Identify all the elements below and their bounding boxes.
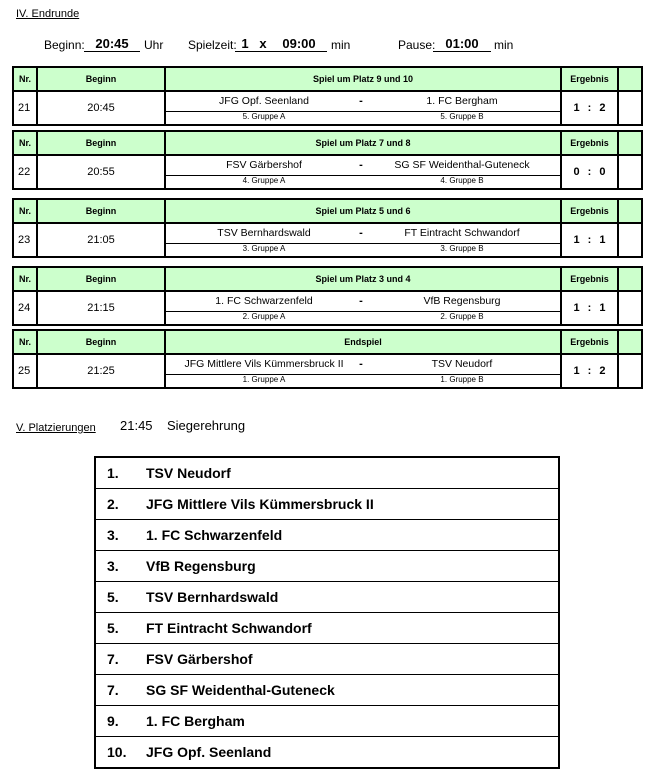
spielzeit-count: 1 bbox=[235, 36, 255, 52]
match-teams bbox=[166, 224, 562, 256]
match-dash: - bbox=[359, 358, 363, 370]
spielzeit-unit: min bbox=[331, 38, 351, 52]
score-separator: : bbox=[587, 234, 592, 246]
ranking-position: 1. bbox=[107, 465, 119, 481]
match-number: 24 bbox=[14, 292, 38, 324]
col-ergebnis-header: Ergebnis bbox=[562, 68, 619, 90]
group-home: 4. Gruppe A bbox=[242, 176, 286, 185]
score-home: 1 bbox=[573, 234, 580, 246]
match-header bbox=[14, 132, 641, 156]
ranking-position: 10. bbox=[107, 744, 127, 760]
result-extra-cell bbox=[619, 292, 641, 324]
match-teams bbox=[166, 292, 562, 324]
team-away: FT Eintracht Schwandorf bbox=[404, 227, 520, 239]
match-dash: - bbox=[359, 159, 363, 171]
ranking-position: 9. bbox=[107, 713, 119, 729]
ranking-team: FT Eintracht Schwandorf bbox=[146, 620, 312, 636]
ranking-team: 1. FC Bergham bbox=[146, 713, 245, 729]
ranking-position: 3. bbox=[107, 558, 119, 574]
col-empty-header bbox=[619, 331, 641, 353]
col-ergebnis-header: Ergebnis bbox=[562, 331, 619, 353]
team-home: TSV Bernhardswald bbox=[217, 227, 311, 239]
result-extra-cell bbox=[619, 355, 641, 387]
match-time: 21:25 bbox=[38, 355, 166, 387]
ranking-position: 7. bbox=[107, 651, 119, 667]
match-header bbox=[14, 68, 641, 92]
team-home: JFG Opf. Seenland bbox=[219, 95, 309, 107]
result-extra-cell bbox=[619, 224, 641, 256]
team-away: VfB Regensburg bbox=[423, 295, 501, 307]
col-nr-header: Nr. bbox=[14, 331, 38, 353]
ranking-team: FSV Gärbershof bbox=[146, 651, 253, 667]
pause-unit: min bbox=[494, 38, 514, 52]
ranking-position: 3. bbox=[107, 527, 119, 543]
col-ergebnis-header: Ergebnis bbox=[562, 200, 619, 222]
group-away: 1. Gruppe B bbox=[440, 375, 484, 384]
score-home: 0 bbox=[573, 166, 580, 178]
result-extra-cell bbox=[619, 92, 641, 124]
rankings-table bbox=[94, 456, 560, 769]
spielzeit-value: 09:00 bbox=[271, 36, 327, 52]
col-ergebnis-header: Ergebnis bbox=[562, 268, 619, 290]
pause-label: Pause: bbox=[398, 38, 436, 52]
ranking-position: 2. bbox=[107, 496, 119, 512]
match-title: Endspiel bbox=[166, 331, 562, 353]
ranking-position: 5. bbox=[107, 589, 119, 605]
match-result bbox=[562, 355, 619, 387]
group-away: 3. Gruppe B bbox=[440, 244, 484, 253]
result-extra-cell bbox=[619, 156, 641, 188]
col-nr-header: Nr. bbox=[14, 132, 38, 154]
ceremony-label: Siegerehrung bbox=[167, 418, 246, 433]
team-away: SG SF Weidenthal-Guteneck bbox=[394, 159, 530, 171]
match-time: 21:15 bbox=[38, 292, 166, 324]
ceremony-time: 21:45 bbox=[120, 418, 153, 433]
match-number: 25 bbox=[14, 355, 38, 387]
match-title: Spiel um Platz 7 und 8 bbox=[166, 132, 562, 154]
match-dash: - bbox=[359, 295, 363, 307]
col-empty-header bbox=[619, 132, 641, 154]
score-away: 1 bbox=[599, 234, 606, 246]
team-home: JFG Mittlere Vils Kümmersbruck II bbox=[184, 358, 344, 370]
score-separator: : bbox=[587, 102, 592, 114]
ranking-team: TSV Bernhardswald bbox=[146, 589, 279, 605]
score-home: 1 bbox=[573, 365, 580, 377]
score-home: 1 bbox=[573, 102, 580, 114]
section-title-platzierungen: V. Platzierungen bbox=[16, 422, 96, 434]
col-empty-header bbox=[619, 268, 641, 290]
ranking-row bbox=[96, 489, 558, 520]
match-header bbox=[14, 200, 641, 224]
match-row bbox=[14, 156, 641, 188]
col-nr-header: Nr. bbox=[14, 200, 38, 222]
match-header bbox=[14, 331, 641, 355]
col-beginn-header: Beginn bbox=[38, 331, 166, 353]
team-home: FSV Gärbershof bbox=[226, 159, 302, 171]
score-home: 1 bbox=[573, 302, 580, 314]
match-number: 21 bbox=[14, 92, 38, 124]
match-title: Spiel um Platz 5 und 6 bbox=[166, 200, 562, 222]
ranking-team: SG SF Weidenthal-Guteneck bbox=[146, 682, 335, 698]
score-away: 1 bbox=[599, 302, 606, 314]
pause-value: 01:00 bbox=[433, 36, 491, 52]
match-teams bbox=[166, 355, 562, 387]
ranking-team: JFG Mittlere Vils Kümmersbruck II bbox=[146, 496, 374, 512]
match-number: 23 bbox=[14, 224, 38, 256]
group-home: 3. Gruppe A bbox=[242, 244, 286, 253]
match-title: Spiel um Platz 9 und 10 bbox=[166, 68, 562, 90]
match-dash: - bbox=[359, 95, 363, 107]
team-home: 1. FC Schwarzenfeld bbox=[215, 295, 313, 307]
ranking-team: VfB Regensburg bbox=[146, 558, 256, 574]
match-result bbox=[562, 92, 619, 124]
score-separator: : bbox=[587, 365, 592, 377]
match-dash: - bbox=[359, 227, 363, 239]
ranking-team: JFG Opf. Seenland bbox=[146, 744, 272, 760]
match-time: 21:05 bbox=[38, 224, 166, 256]
ranking-row bbox=[96, 644, 558, 675]
group-home: 1. Gruppe A bbox=[242, 375, 286, 384]
score-separator: : bbox=[587, 302, 592, 314]
score-away: 0 bbox=[599, 166, 606, 178]
beginn-label: Beginn: bbox=[44, 38, 85, 52]
spielzeit-label: Spielzeit: bbox=[188, 38, 237, 52]
group-away: 4. Gruppe B bbox=[440, 176, 484, 185]
col-beginn-header: Beginn bbox=[38, 68, 166, 90]
ranking-row bbox=[96, 520, 558, 551]
ranking-position: 5. bbox=[107, 620, 119, 636]
ranking-row bbox=[96, 613, 558, 644]
match-time: 20:45 bbox=[38, 92, 166, 124]
match-block bbox=[12, 198, 643, 258]
col-beginn-header: Beginn bbox=[38, 132, 166, 154]
col-nr-header: Nr. bbox=[14, 68, 38, 90]
match-block bbox=[12, 329, 643, 389]
match-row bbox=[14, 355, 641, 387]
group-away: 2. Gruppe B bbox=[440, 312, 484, 321]
score-separator: : bbox=[587, 166, 592, 178]
col-beginn-header: Beginn bbox=[38, 200, 166, 222]
group-home: 5. Gruppe A bbox=[242, 112, 286, 121]
match-teams bbox=[166, 92, 562, 124]
match-result bbox=[562, 292, 619, 324]
beginn-unit: Uhr bbox=[144, 38, 164, 52]
match-block bbox=[12, 130, 643, 190]
ranking-row bbox=[96, 458, 558, 489]
ranking-row bbox=[96, 737, 558, 767]
section-title-endrunde: IV. Endrunde bbox=[16, 8, 80, 20]
spielzeit-x: x bbox=[255, 36, 271, 52]
ranking-row bbox=[96, 582, 558, 613]
match-teams bbox=[166, 156, 562, 188]
match-block bbox=[12, 266, 643, 326]
score-away: 2 bbox=[599, 102, 606, 114]
col-ergebnis-header: Ergebnis bbox=[562, 132, 619, 154]
col-nr-header: Nr. bbox=[14, 268, 38, 290]
ranking-team: TSV Neudorf bbox=[146, 465, 231, 481]
col-beginn-header: Beginn bbox=[38, 268, 166, 290]
ranking-row bbox=[96, 551, 558, 582]
team-away: 1. FC Bergham bbox=[426, 95, 498, 107]
schedule-header bbox=[0, 38, 654, 54]
match-row bbox=[14, 92, 641, 124]
group-away: 5. Gruppe B bbox=[440, 112, 484, 121]
score-away: 2 bbox=[599, 365, 606, 377]
match-title: Spiel um Platz 3 und 4 bbox=[166, 268, 562, 290]
match-number: 22 bbox=[14, 156, 38, 188]
match-result bbox=[562, 156, 619, 188]
group-home: 2. Gruppe A bbox=[242, 312, 286, 321]
team-away: TSV Neudorf bbox=[431, 358, 493, 370]
ranking-position: 7. bbox=[107, 682, 119, 698]
match-row bbox=[14, 224, 641, 256]
ranking-row bbox=[96, 706, 558, 737]
match-block bbox=[12, 66, 643, 126]
beginn-value: 20:45 bbox=[84, 36, 140, 52]
match-time: 20:55 bbox=[38, 156, 166, 188]
ranking-team: 1. FC Schwarzenfeld bbox=[146, 527, 283, 543]
match-result bbox=[562, 224, 619, 256]
match-header bbox=[14, 268, 641, 292]
col-empty-header bbox=[619, 200, 641, 222]
ranking-row bbox=[96, 675, 558, 706]
col-empty-header bbox=[619, 68, 641, 90]
match-row bbox=[14, 292, 641, 324]
